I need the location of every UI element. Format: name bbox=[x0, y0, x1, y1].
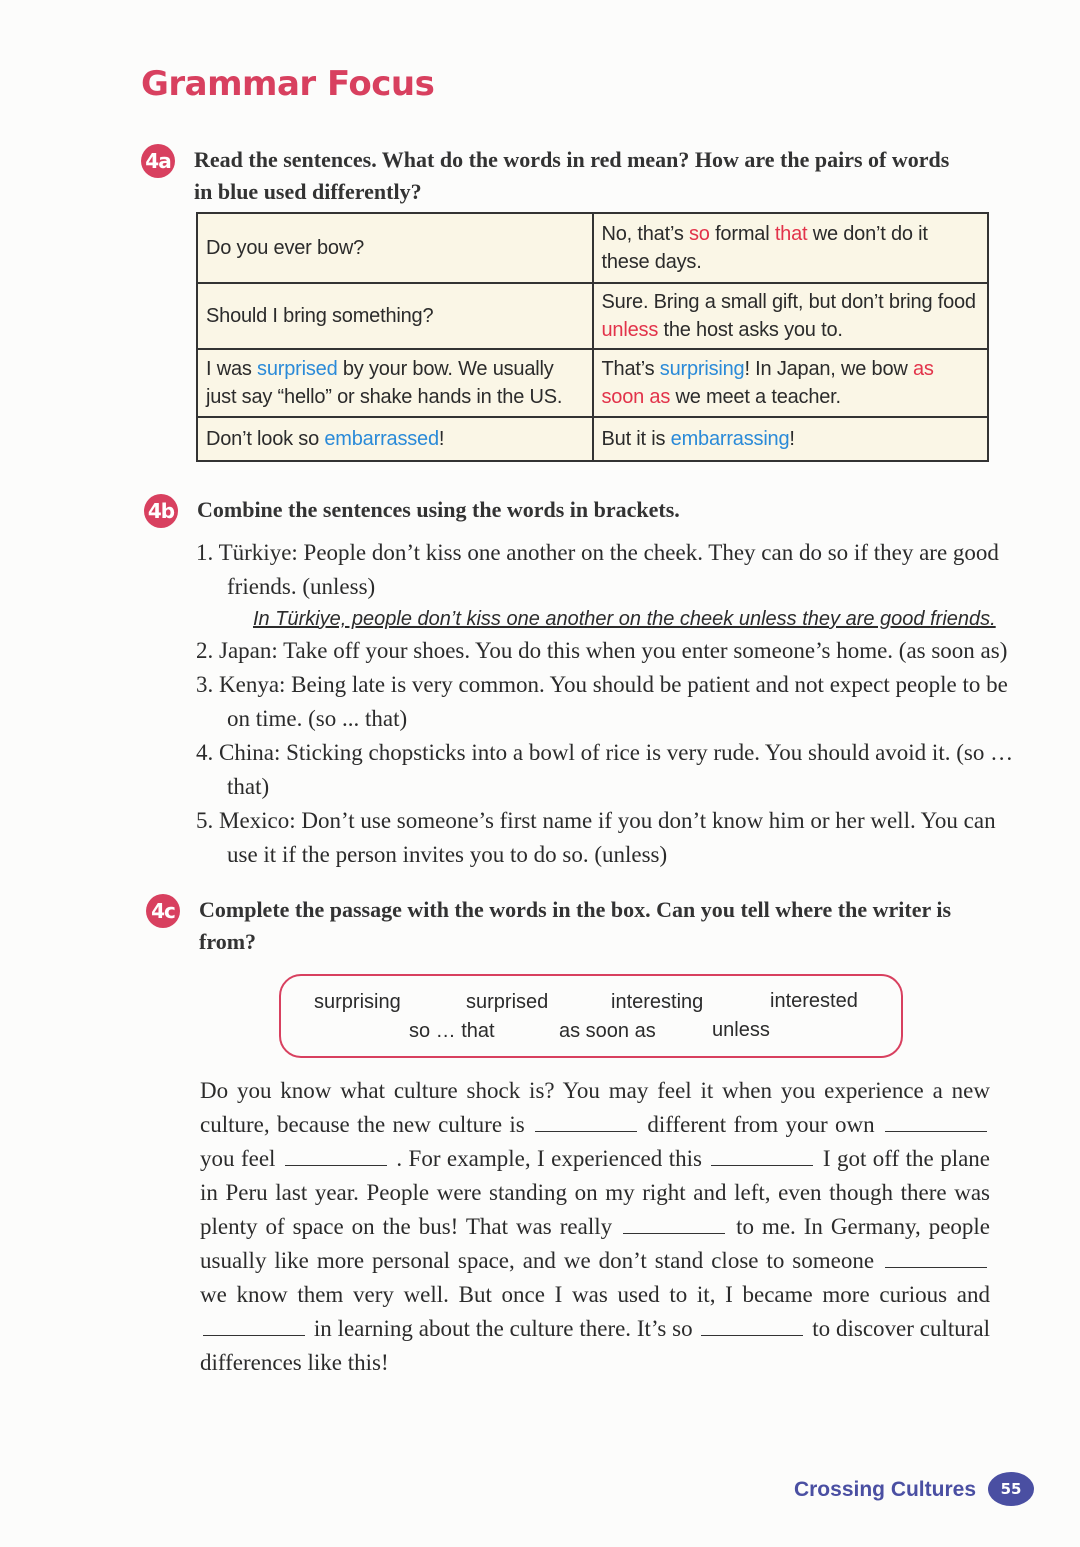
example-sentences-table bbox=[196, 212, 989, 462]
list-item bbox=[196, 634, 1026, 668]
passage-segment: we know them very well. But once I was used to it, I became more curious and bbox=[200, 1282, 990, 1307]
cell-text: ! bbox=[789, 428, 795, 450]
page-number: 55 bbox=[988, 1472, 1034, 1506]
exercise-badge-4b: 4b bbox=[144, 494, 178, 528]
list-item bbox=[196, 668, 1026, 736]
answer-blank[interactable] bbox=[623, 1211, 725, 1234]
answer-blank[interactable] bbox=[701, 1313, 803, 1336]
passage-segment: different from your own bbox=[647, 1112, 875, 1137]
cell-text: I was bbox=[206, 358, 258, 380]
table-cell bbox=[593, 349, 989, 417]
cell-text: Should I bring something? bbox=[206, 305, 434, 327]
table-cell bbox=[593, 213, 989, 283]
passage-segment: to discover cultural differences like this! bbox=[200, 1316, 991, 1375]
list-item bbox=[196, 804, 1026, 872]
table-cell bbox=[593, 283, 989, 349]
table-row bbox=[197, 349, 988, 417]
item-number: 2. bbox=[196, 638, 214, 663]
passage-segment: in learning about the culture there. It’s so bbox=[313, 1316, 693, 1341]
exercise-4a-instruction: Read the sentences. What do the words in red mean? How are the pairs of words in blue used differently? bbox=[194, 147, 950, 204]
answer-blank[interactable] bbox=[203, 1313, 305, 1336]
table-cell bbox=[197, 349, 593, 417]
cell-text: ! In Japan, we bow bbox=[744, 358, 913, 380]
cell-text: by your bow. We usually just say “hello” or shake hands in the US. bbox=[206, 358, 563, 408]
item-number: 4. bbox=[196, 740, 214, 765]
cell-text: formal bbox=[709, 223, 775, 245]
item-number: 3. bbox=[196, 672, 214, 697]
cell-text: Sure. Bring a small gift, but don’t bring food bbox=[601, 291, 976, 313]
table-row bbox=[197, 417, 988, 461]
exercise-4b-instruction: Combine the sentences using the words in brackets. bbox=[197, 497, 680, 522]
unit-title: Crossing Cultures bbox=[793, 1478, 976, 1501]
word-box-item: interesting bbox=[611, 991, 704, 1013]
passage-segment: Do you know what culture shock is? You may feel it when you experience a new culture, because the new culture is bbox=[200, 1078, 990, 1137]
list-item bbox=[196, 736, 1026, 804]
cell-text: Don’t look so bbox=[206, 428, 325, 450]
word-box-item: as soon as bbox=[559, 1020, 656, 1042]
passage-segment: to me. In Germany, people usually like more personal space, and we don’t stand close to someone bbox=[200, 1214, 991, 1273]
cell-text: But it is bbox=[601, 428, 671, 450]
exercise-4c bbox=[0, 894, 1080, 1380]
exercise-4b bbox=[0, 494, 1080, 872]
word-box-item: unless bbox=[712, 1019, 770, 1041]
answer-blank[interactable] bbox=[711, 1143, 813, 1166]
passage-segment: I got off the plane in Peru last year. People were standing on my right and left, even though there was plenty of space on the bus! That was really bbox=[200, 1146, 991, 1239]
blue-keyword: embarrassing bbox=[670, 428, 790, 450]
item-number: 5. bbox=[196, 808, 214, 833]
section-title: Grammar Focus bbox=[141, 64, 435, 104]
exercise-4b-list bbox=[196, 536, 1026, 872]
exercise-badge-4a: 4a bbox=[141, 144, 175, 178]
item-text: China: Sticking chopsticks into a bowl of rice is very rude. You should avoid it. (so … that) bbox=[219, 740, 1014, 799]
table-cell bbox=[197, 417, 593, 461]
answer-blank[interactable] bbox=[285, 1143, 387, 1166]
list-item bbox=[196, 536, 1026, 634]
cell-text: That’s bbox=[601, 358, 660, 380]
answer-blank[interactable] bbox=[885, 1109, 987, 1132]
cell-text: Do you ever bow? bbox=[206, 237, 365, 259]
cell-text: ! bbox=[438, 428, 445, 450]
exercise-4c-instruction: Complete the passage with the words in the box. Can you tell where the writer is from? bbox=[199, 897, 952, 954]
item-text: Kenya: Being late is very common. You should be patient and not expect people to be on time. (so ... that) bbox=[219, 672, 1008, 731]
word-box bbox=[279, 974, 903, 1058]
exercise-badge-4c: 4c bbox=[146, 894, 180, 928]
answer-blank[interactable] bbox=[885, 1245, 987, 1268]
word-box-item: interested bbox=[770, 990, 858, 1012]
table-row bbox=[197, 213, 988, 283]
answer-blank[interactable] bbox=[535, 1109, 637, 1132]
red-keyword: so bbox=[688, 223, 710, 245]
table-cell bbox=[593, 417, 989, 461]
passage-segment: . For example, I experienced this bbox=[396, 1146, 702, 1171]
cell-text: we don’t do it these days. bbox=[601, 223, 928, 273]
red-keyword: unless bbox=[601, 319, 659, 341]
item-number: 1. bbox=[196, 540, 214, 565]
example-answer: In Türkiye, people don’t kiss one another on the cheek unless they are good friends. bbox=[253, 608, 996, 630]
blue-keyword: embarrassed bbox=[324, 428, 439, 450]
cell-text: we meet a teacher. bbox=[670, 386, 841, 408]
red-keyword: as soon as bbox=[601, 358, 934, 408]
passage-text bbox=[200, 1074, 990, 1380]
cell-text: No, that’s bbox=[601, 223, 689, 245]
exercise-4a bbox=[0, 144, 1080, 462]
item-text: Mexico: Don’t use someone’s first name if you don’t know him or her well. You can use it if the person invites you to do so. (unless) bbox=[219, 808, 996, 867]
item-text: Türkiye: People don’t kiss one another on the cheek. They can do so if they are good friends. (unless) bbox=[218, 540, 999, 599]
blue-keyword: surprised bbox=[257, 358, 338, 380]
item-text: Japan: Take off your shoes. You do this when you enter someone’s home. (as soon as) bbox=[219, 638, 1008, 663]
red-keyword: that bbox=[774, 223, 808, 245]
table-cell bbox=[197, 213, 593, 283]
blue-keyword: surprising bbox=[659, 358, 745, 380]
word-box-item: surprised bbox=[466, 991, 549, 1013]
passage-segment: you feel bbox=[200, 1146, 276, 1171]
cell-text: the host asks you to. bbox=[658, 319, 843, 341]
table-cell bbox=[197, 283, 593, 349]
word-box-item: surprising bbox=[314, 991, 401, 1013]
table-row bbox=[197, 283, 988, 349]
word-box-item: so … that bbox=[409, 1020, 495, 1042]
